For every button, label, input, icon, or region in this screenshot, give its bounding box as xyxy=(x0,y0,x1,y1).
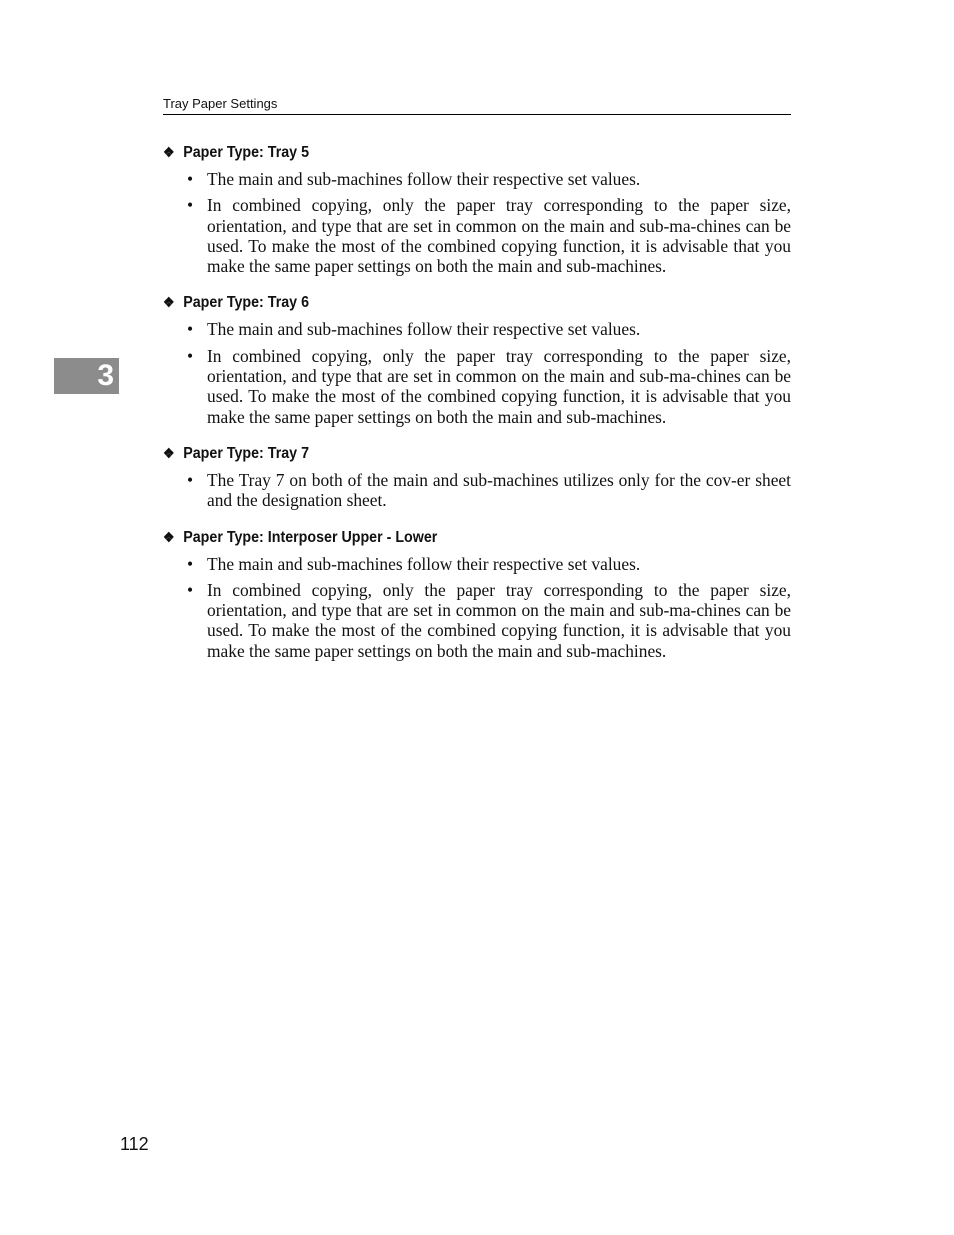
bullet-icon: • xyxy=(187,553,194,574)
running-header: Tray Paper Settings xyxy=(163,96,791,115)
list-item xyxy=(163,554,791,574)
bullet-icon: • xyxy=(187,345,194,366)
page-number: 112 xyxy=(120,1134,149,1154)
section-heading xyxy=(163,141,741,164)
bullet-icon: • xyxy=(187,169,194,189)
section-heading xyxy=(163,291,741,314)
bullet-list xyxy=(163,554,791,661)
list-item-text: The main and sub-machines follow their respective set values. xyxy=(207,553,641,574)
section-heading-text: Paper Type: Tray 5 xyxy=(183,144,310,161)
list-item-text: The Tray 7 on both of the main and sub-machines utilizes only for the cov-er sheet and the designation sheet. xyxy=(207,469,791,511)
diamond-bullet-icon: ❖ xyxy=(163,294,175,311)
section-heading-text: Paper Type: Tray 6 xyxy=(183,294,310,312)
diamond-bullet-icon: ❖ xyxy=(163,444,175,461)
list-item xyxy=(163,195,791,276)
section-tray-5 xyxy=(163,141,791,276)
list-item-text: In combined copying, only the paper tray corresponding to the paper size, orientation, and type that are set in common on the main and sub-ma-chines can be used. To make the most of the combined copying function, it is advisable that you make the same paper settings on both the main and sub-machines. xyxy=(207,345,791,427)
list-item xyxy=(163,319,791,339)
list-item-text: The main and sub-machines follow their respective set values. xyxy=(207,169,641,189)
list-item xyxy=(163,470,791,511)
section-tray-6 xyxy=(163,291,791,426)
list-item xyxy=(163,580,791,661)
section-interposer xyxy=(163,526,791,661)
bullet-icon: • xyxy=(187,579,194,600)
chapter-tab: 3 xyxy=(54,358,119,394)
diamond-bullet-icon: ❖ xyxy=(163,144,175,160)
section-heading-text: Paper Type: Interposer Upper - Lower xyxy=(183,528,438,546)
section-tray-7 xyxy=(163,442,791,511)
bullet-icon: • xyxy=(187,469,194,490)
section-heading xyxy=(163,526,741,549)
list-item-text: The main and sub-machines follow their respective set values. xyxy=(207,319,641,340)
bullet-icon: • xyxy=(187,319,194,340)
bullet-list xyxy=(163,319,791,426)
bullet-list xyxy=(163,470,791,511)
section-heading-text: Paper Type: Tray 7 xyxy=(183,444,310,462)
list-item-text: In combined copying, only the paper tray corresponding to the paper size, orientation, and type that are set in common on the main and sub-ma-chines can be used. To make the most of the combined copying function, it is advisable that you make the same paper settings on both the main and sub-machines. xyxy=(207,579,791,661)
bullet-icon: • xyxy=(187,195,194,216)
section-heading xyxy=(163,442,741,465)
diamond-bullet-icon: ❖ xyxy=(163,528,175,545)
list-item-text: In combined copying, only the paper tray corresponding to the paper size, orientation, and type that are set in common on the main and sub-ma-chines can be used. To make the most of the combined copying function, it is advisable that you make the same paper settings on both the main and sub-machines. xyxy=(207,195,791,277)
bullet-list xyxy=(163,169,791,276)
page-content xyxy=(163,141,791,676)
list-item xyxy=(163,346,791,427)
list-item xyxy=(163,169,791,189)
